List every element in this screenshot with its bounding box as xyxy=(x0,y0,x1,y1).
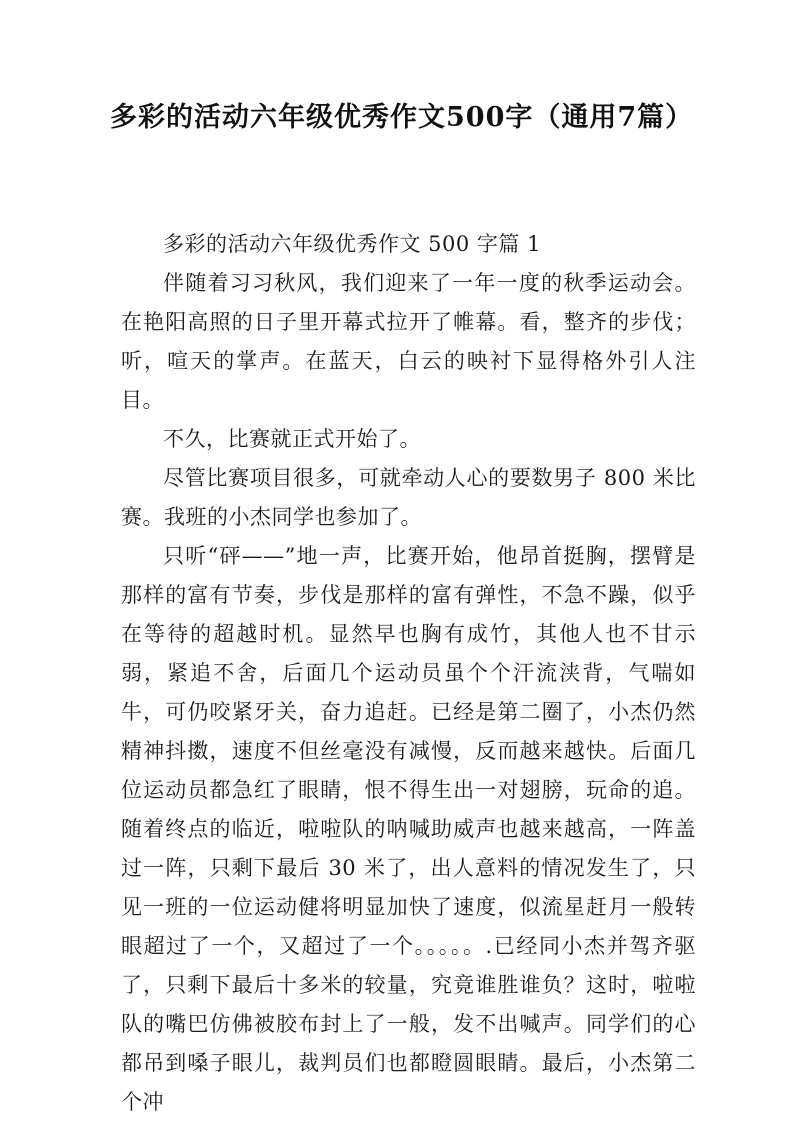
paragraph-3: 尽管比赛项目很多，可就牵动人心的要数男子 800 米比赛。我班的小杰同学也参加了。 xyxy=(121,466,696,529)
document-body xyxy=(121,225,696,1122)
paragraph-1: 伴随着习习秋风，我们迎来了一年一度的秋季运动会。在艳阳高照的日子里开幕式拉开了帷幕。看，整齐的步伐；听，喧天的掌声。在蓝天，白云的映衬下显得格外引人注目。 xyxy=(121,271,696,412)
paragraph-4: 只听“砰——”地一声，比赛开始，他昂首挺胸，摆臂是那样的富有节奏，步伐是那样的富有弹性，不急不躁，似乎在等待的超越时机。显然早也胸有成竹，其他人也不甘示弱，紧追不舍，后面几个运动员虽个个汗流浃背，气喘如牛，可仍咬紧牙关，奋力追赶。已经是第二圈了，小杰仍然精神抖擞，速度不但丝毫没有减慢，反而越来越快。后面几位运动员都急红了眼睛，恨不得生出一对翅膀，玩命的追。随着终点的临近，啦啦队的呐喊助威声也越来越高，一阵盖过一阵，只剩下最后 30 米了，出人意料的情况发生了，只见一班的一位运动健将明显加快了速度，似流星赶月一般转眼超过了一个，又超过了一个。。。。。.已经同小杰并驾齐驱了，只剩下最后十多米的较量，究竟谁胜谁负？这时，啦啦队的嘴巴仿佛被胶布封上了一般，发不出喊声。同学们的心都吊到嗓子眼儿，裁判员们也都瞪圆眼睛。最后，小杰第二个冲 xyxy=(121,544,696,1114)
paragraph-2: 不久，比赛就正式开始了。 xyxy=(163,427,421,451)
section-title: 多彩的活动六年级优秀作文 500 字篇 1 xyxy=(163,232,541,256)
document-title: 多彩的活动六年级优秀作文500字（通用7篇） xyxy=(110,102,694,133)
